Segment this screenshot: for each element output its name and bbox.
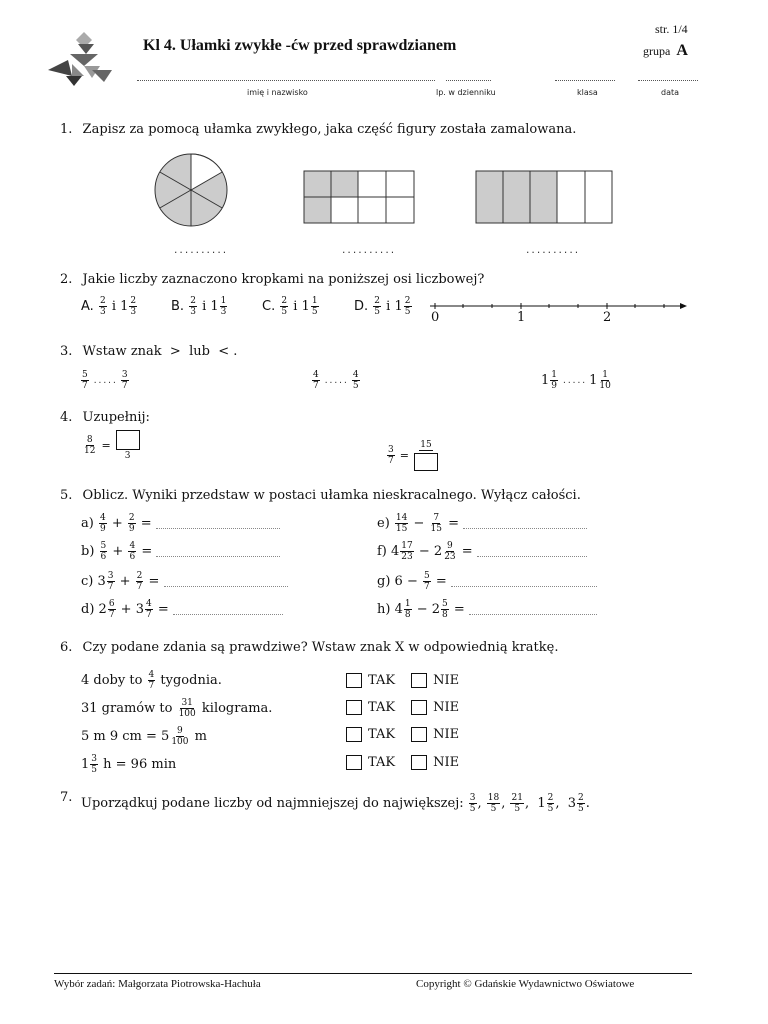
- page-title: Kl 4. Ułamki zwykłe -ćw przed sprawdzianem: [143, 37, 457, 54]
- question-1: [60, 122, 576, 137]
- question-text: Zapisz za pomocą ułamka zwykłego, jaka część figury została zamalowana.: [82, 122, 577, 137]
- option-b[interactable]: B. $\frac{2}{3}$ i 1 $\frac{1}{3}$: [171, 296, 227, 317]
- calc-b: b) $\frac{5}{6}$ + $\frac{4}{6}$ =: [81, 541, 280, 562]
- calc-g: g) 6 − $\frac{5}{7}$ =: [377, 571, 597, 592]
- question-number: 7.: [60, 790, 73, 805]
- question-3: [60, 344, 237, 359]
- footer-copyright: Copyright © Gdańskie Wydawnictwo Oświatowe: [416, 978, 635, 990]
- answer-field[interactable]: [451, 576, 597, 587]
- date-field-label: data: [661, 88, 680, 97]
- answer-field[interactable]: ..........: [341, 246, 396, 256]
- answer-field[interactable]: [164, 576, 288, 587]
- question-2: [60, 272, 484, 287]
- fill-item: $\frac{3}{7}$ = 15: [386, 440, 439, 471]
- footer-rule: [54, 973, 692, 974]
- option-c[interactable]: C. $\frac{2}{5}$ i 1 $\frac{1}{5}$: [262, 296, 318, 317]
- name-field-line[interactable]: [137, 80, 435, 81]
- strip-figure: [475, 170, 613, 224]
- axis-label-1: 1: [517, 310, 526, 325]
- axis-label-2: 2: [603, 310, 612, 325]
- calc-a: a) $\frac{4}{9}$ + $\frac{2}{9}$ =: [81, 513, 280, 534]
- number-field-line[interactable]: [446, 80, 491, 81]
- statement-4: 1 $\frac{3}{5}$ h = 96 min: [81, 754, 177, 775]
- tf-row-4: TAK NIE: [346, 755, 459, 770]
- statement-3: 5 m 9 cm = 5 $\frac{9}{100}$ m: [81, 726, 207, 747]
- number-line: [425, 298, 687, 314]
- tf-row-1: TAK NIE: [346, 673, 459, 688]
- question-text: Uporządkuj podane liczby od najmniejszej do największej:: [81, 796, 464, 811]
- group-indicator: grupa A: [643, 42, 688, 59]
- class-field-label: klasa: [577, 88, 598, 97]
- question-text: Oblicz. Wyniki przedstaw w postaci ułamka nieskracalnego. Wyłącz całości.: [82, 488, 581, 503]
- question-5: [60, 488, 581, 503]
- answer-field[interactable]: [469, 604, 597, 615]
- checkbox-nie[interactable]: [411, 673, 427, 688]
- calc-c: c) 3 $\frac{3}{7}$ + $\frac{2}{7}$ =: [81, 571, 288, 592]
- footer-author: Wybór zadań: Małgorzata Piotrowska-Hachuła: [54, 978, 261, 990]
- page-number: str. 1/4: [655, 22, 688, 36]
- answer-field[interactable]: [156, 546, 280, 557]
- answer-field[interactable]: ..........: [173, 246, 228, 256]
- blank-box[interactable]: [116, 430, 140, 450]
- question-number: 1.: [60, 122, 73, 137]
- question-text: Jakie liczby zaznaczono kropkami na poniższej osi liczbowej?: [82, 272, 485, 287]
- compare-item: 1 $\frac{1}{9}$ ..... 1 $\frac{1}{10}$: [541, 370, 611, 391]
- question-6: [60, 640, 558, 655]
- name-field-label: imię i nazwisko: [247, 88, 308, 97]
- question-number: 3.: [60, 344, 73, 359]
- statement-2: 31 gramów to $\frac{31}{100}$ kilograma.: [81, 698, 273, 719]
- axis-label-0: 0: [431, 310, 440, 325]
- calc-h: h) 4 $\frac{1}{8}$ − 2 $\frac{5}{8}$ =: [377, 599, 597, 620]
- tf-row-2: TAK NIE: [346, 700, 459, 715]
- tf-row-3: TAK NIE: [346, 727, 459, 742]
- circle-figure: [153, 152, 229, 228]
- tangram-logo: [48, 32, 114, 88]
- question-number: 4.: [60, 410, 73, 425]
- calc-d: d) 2 $\frac{6}{7}$ + 3 $\frac{4}{7}$ =: [81, 599, 283, 620]
- checkbox-tak[interactable]: [346, 700, 362, 715]
- checkbox-nie[interactable]: [411, 755, 427, 770]
- number-field-label: lp. w dzienniku: [436, 88, 496, 97]
- checkbox-tak[interactable]: [346, 727, 362, 742]
- fill-item: $\frac{8}{12}$ = 3: [82, 430, 141, 461]
- compare-item: $\frac{4}{7}$ ..... $\frac{4}{5}$: [313, 370, 359, 391]
- checkbox-tak[interactable]: [346, 755, 362, 770]
- date-field-line[interactable]: [638, 80, 698, 81]
- compare-item: $\frac{5}{7}$ ..... $\frac{3}{7}$: [82, 370, 128, 391]
- calc-f: f) 4 $\frac{17}{23}$ − 2 $\frac{9}{23}$ =: [377, 541, 587, 562]
- question-number: 6.: [60, 640, 73, 655]
- question-text: Uzupełnij:: [82, 410, 150, 425]
- grid-figure: [303, 170, 415, 224]
- question-number: 5.: [60, 488, 73, 503]
- checkbox-nie[interactable]: [411, 700, 427, 715]
- statement-1: 4 doby to $\frac{4}{7}$ tygodnia.: [81, 670, 222, 691]
- question-number: 2.: [60, 272, 73, 287]
- answer-field[interactable]: [477, 546, 587, 557]
- checkbox-nie[interactable]: [411, 727, 427, 742]
- answer-field[interactable]: ..........: [525, 246, 580, 256]
- question-text: Wstaw znak > lub < .: [82, 344, 238, 359]
- answer-field[interactable]: [156, 518, 280, 529]
- option-a[interactable]: A. $\frac{2}{3}$ i 1 $\frac{2}{3}$: [81, 296, 137, 317]
- question-4: [60, 410, 150, 425]
- calc-e: e) $\frac{14}{15}$ − $\frac{7}{15}$ =: [377, 513, 587, 534]
- answer-options: [81, 296, 434, 317]
- answer-field[interactable]: [173, 604, 283, 615]
- answer-field[interactable]: [463, 518, 587, 529]
- option-d[interactable]: D. $\frac{2}{5}$ i 1 $\frac{2}{5}$: [354, 296, 411, 317]
- checkbox-tak[interactable]: [346, 673, 362, 688]
- class-field-line[interactable]: [555, 80, 615, 81]
- question-7: Uporządkuj podane liczby od najmniejszej do największej: $\frac{3}{5}$ , $\frac{18}{5}$ , $\frac{21}{5}$ , 1 $\frac{2}{5}$ , 3 $\frac{2}{5}$ .: [81, 793, 590, 814]
- question-text: Czy podane zdania są prawdziwe? Wstaw znak X w odpowiednią kratkę.: [82, 640, 559, 655]
- blank-box[interactable]: [414, 453, 438, 471]
